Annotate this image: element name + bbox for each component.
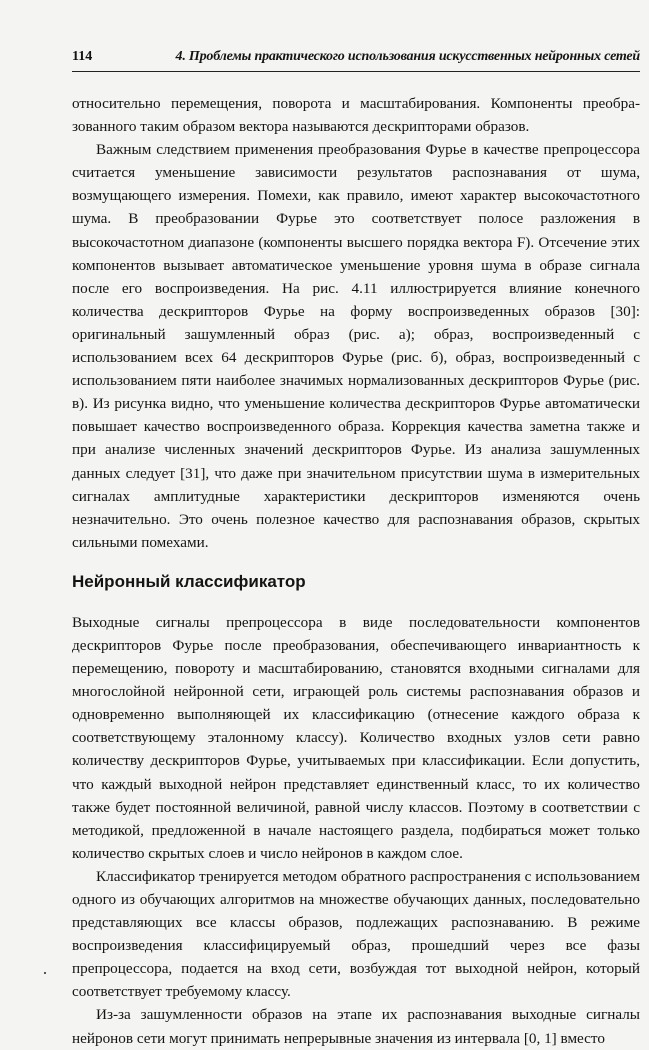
scan-speck — [44, 972, 46, 974]
page-number: 114 — [72, 49, 93, 64]
running-head — [72, 48, 640, 66]
paragraph-classifier-training: Классификатор тренируется методом обратного распространения с использованием одного из обучающих алгоритмов на множестве обучающих данных, последовательно представляющих все классы образов, подлежащих распознаванию. В режиме воспроизведения классифицируемый образ, прошедший через все фазы препроцессора, подается на вход сети, возбуждая тот выходной нейрон, который соответствует требуемому классу. — [72, 867, 640, 1001]
section-heading: Нейронный классификатор — [72, 571, 306, 591]
paragraph-continuation: относительно перемещения, поворота и масштабирования. Компоненты преобразованного таким образом вектора называются дескрипторами образов. — [72, 95, 640, 136]
paragraph-classifier-inputs: Выходные сигналы препроцессора в виде последовательности компонентов дескрипторов Фурье после преобразования, обеспечивающего инвариантность к перемещению, повороту и масштабированию, становятся входными сигналами для многослойной нейронной сети, играющей роль системы распознавания образов и одновременно выполняющей их классификацию (отнесение каждого образа к соответствующему эталонному классу). Количество входных узлов сети равно количеству дескрипторов Фурье, учитываемых при классификации. Если допустить, что каждый выходной нейрон представляет единственный класс, то их количество также будет постоянной величиной, равной числу классов. Поэтому в соответствии с методикой, предложенной в начале настоящего раздела, подбираться может только количество скрытых слоев и число нейронов в каждом слое. — [72, 613, 640, 862]
body-text — [72, 92, 640, 1050]
chapter-title: 4. Проблемы практического использования искусственных нейронных сетей — [175, 49, 640, 64]
header-rule — [72, 71, 640, 72]
paragraph-fourier-noise: Важным следствием применения преобразования Фурье в качестве препроцессора считается уменьшение зависимости результатов распознавания от шума, возмущающего измерения. Помехи, как правило, имеют характер высокочастотного шума. В преобразовании Фурье это соответствует полосе разложения в высокочастотном диапазоне (компоненты высшего порядка вектора F). Отсечение этих компонентов вызывает автоматическое уменьшение уровня шума в образе сигнала после его воспроизведения. На рис. 4.11 иллюстрируется влияние конечного количества дескрипторов Фурье на форму воспроизведенных образов [30]: оригинальный зашумленный образ (рис. а); образ, воспроизведенный с использованием всех 64 дескрипторов Фурье (рис. б), образ, воспроизведенный с использованием пяти наиболее значимых нормализованных дескрипторов Фурье (рис. в). Из рисунка видно, что уменьшение количества дескрипторов Фурье автоматически повышает качество воспроизведенного образа. Коррекция качества заметна также и при анализе численных значений дескрипторов Фурье. Из анализа зашумленных данных следует [31], что даже при значительном присутствии шума в измерительных сигналах амплитудные характеристики дескрипторов изменяются очень незначительно. Это очень полезное качество для распознавания образов, скрытых сильными помехами. — [72, 141, 640, 551]
paragraph-noisy-outputs: Из-за зашумленности образов на этапе их распознавания выходные сигналы нейронов сети могут принимать непрерывные значения из интервала [0, 1] вместо — [72, 1006, 640, 1047]
